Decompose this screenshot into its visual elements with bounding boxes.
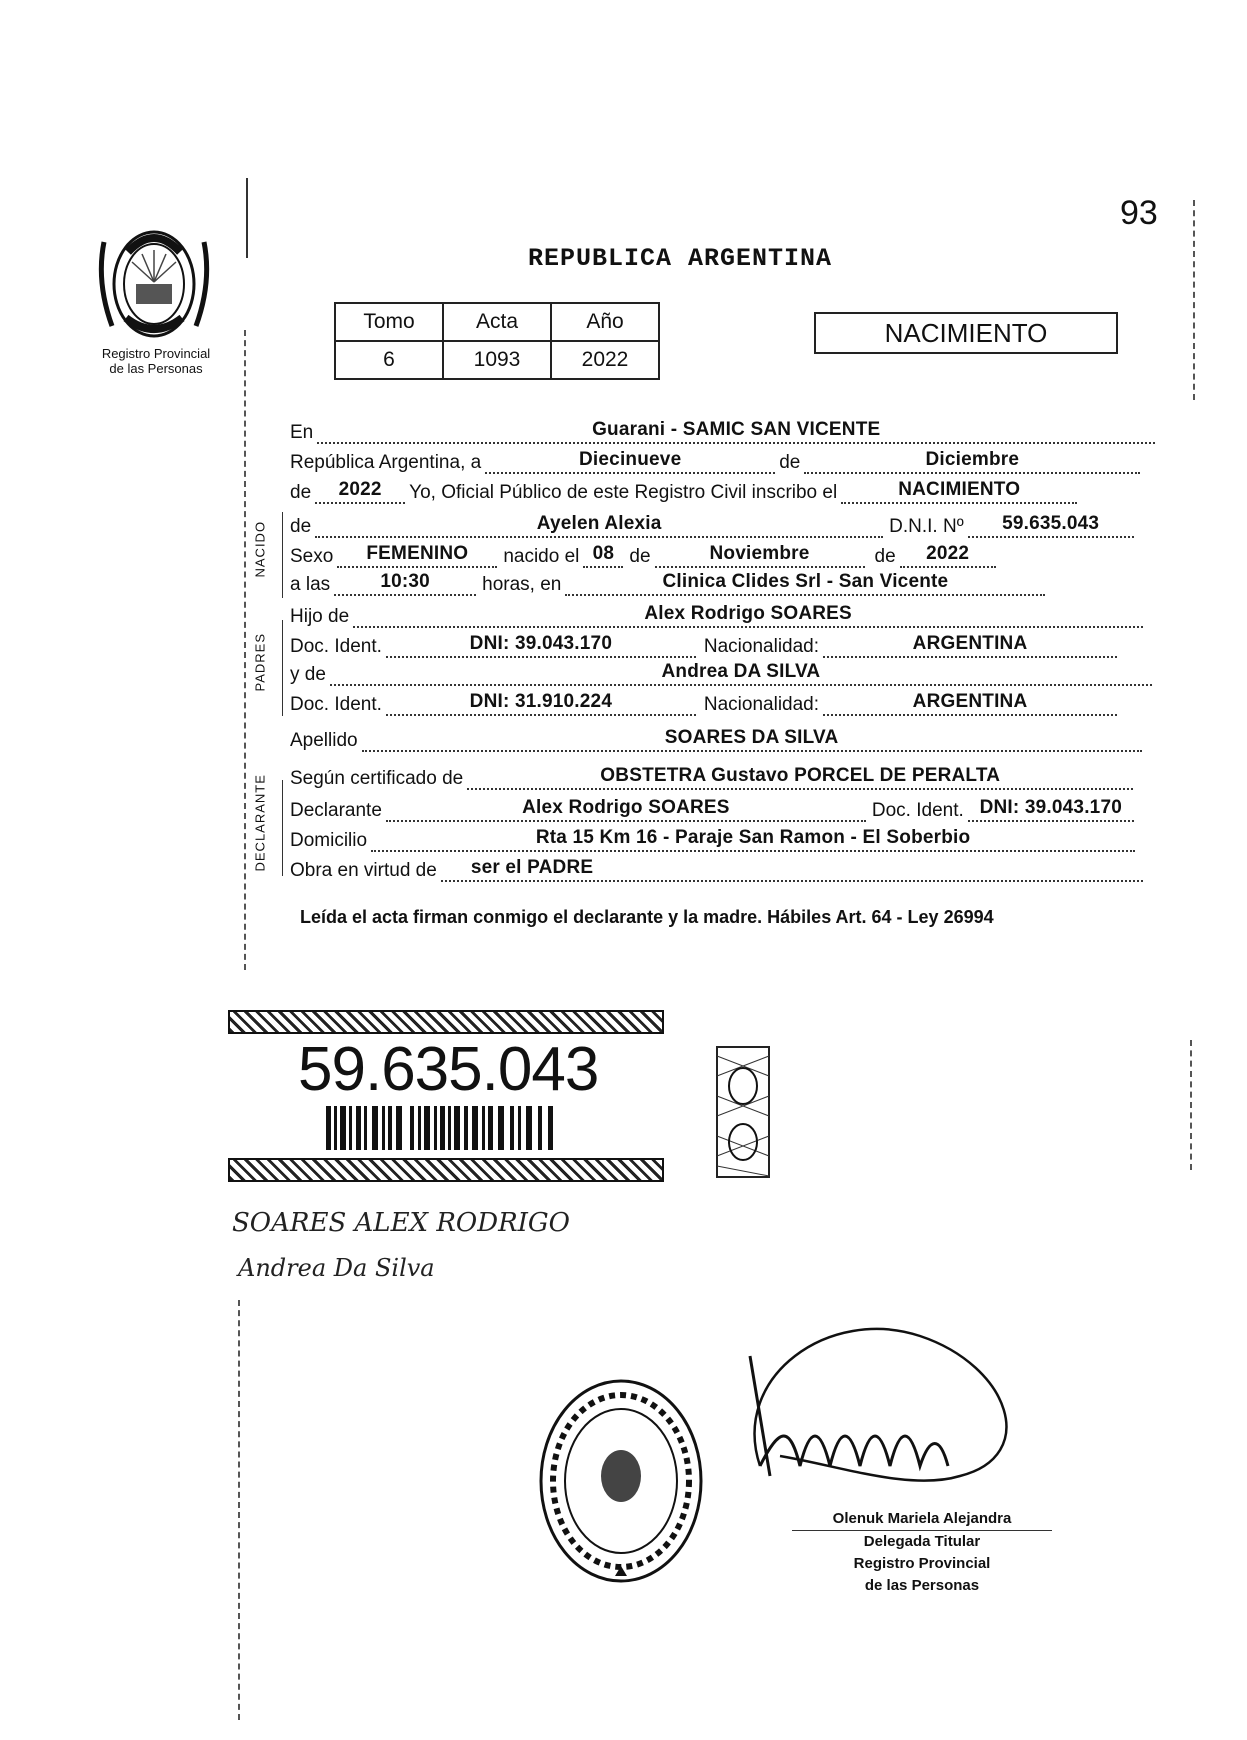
margin-line [1193,200,1195,400]
page-number: 93 [1120,194,1158,232]
form-row-certificado [290,760,1133,790]
section-bracket [282,780,283,876]
field-value: FEMENINO [337,540,497,568]
field-label: Doc. Ident. [290,694,382,715]
form-body [290,0,1170,1000]
field-label: Apellido [290,730,358,751]
field-value: 2022 [315,476,405,504]
field-value: DNI: 39.043.170 [968,794,1134,822]
form-row-hora [290,566,1045,596]
field-value: DNI: 39.043.170 [386,630,696,658]
field-label: Declarante [290,800,382,821]
field-label: Nacionalidad: [703,694,820,715]
form-row-padre-doc [290,628,1117,658]
table-cell: 2022 [551,341,659,379]
field-label: de [290,516,312,537]
field-value: Rta 15 Km 16 - Paraje San Ramon - El Soberbio [371,824,1135,852]
page-title: REPUBLICA ARGENTINA [528,244,833,273]
form-row-madre-doc [290,686,1117,716]
field-value: SOARES DA SILVA [362,724,1142,752]
margin-line [244,330,246,970]
field-label: Domicilio [290,830,368,851]
field-value: Ayelen Alexia [315,510,883,538]
field-label: Hijo de [290,606,350,627]
table-header: Acta [443,303,551,341]
label-border [228,1010,664,1034]
form-row-inscripcion [290,474,1077,504]
handwritten-name: SOARES ALEX RODRIGO [232,1208,570,1238]
province-crest-icon [92,222,216,342]
field-label: de [779,452,801,473]
field-value: Alex Rodrigo SOARES [386,794,866,822]
field-label: Yo, Oficial Público de este Registro Civil inscribo el [409,482,838,503]
field-label: Doc. Ident. [290,636,382,657]
field-value: Andrea DA SILVA [330,658,1152,686]
official-block [792,1508,1052,1597]
form-row-declarante [290,792,1134,822]
margin-line [1190,1040,1192,1170]
field-label: República Argentina, a [290,452,482,473]
field-value: 08 [583,540,623,568]
field-label: Sexo [290,546,334,567]
official-title: de las Personas [864,1577,980,1594]
section-label-padres: PADRES [252,633,268,692]
field-value: Clinica Clides Srl - San Vicente [565,568,1045,596]
field-label: Doc. Ident. [871,800,964,821]
field-label: Obra en virtud de [290,860,437,881]
official-title: Delegada Titular [863,1533,981,1550]
official-title: Registro Provincial [853,1555,991,1572]
field-value: Guarani - SAMIC SAN VICENTE [317,416,1155,444]
official-stamp-icon [536,1376,706,1586]
form-row-padre [290,598,1143,628]
form-row-fecha [290,444,1140,474]
field-label: horas, en [482,574,562,595]
table-header: Año [551,303,659,341]
official-name: Olenuk Mariela Alejandra [792,1508,1052,1531]
section-bracket [282,620,283,716]
field-label: Según certificado de [290,768,464,789]
field-label: y de [290,664,326,685]
form-row-obra [290,852,1143,882]
label-border [228,1158,664,1182]
section-bracket [282,512,283,598]
field-value: 10:30 [334,568,476,596]
field-value: OBSTETRA Gustavo PORCEL DE PERALTA [467,762,1133,790]
barcode-icon [326,1106,566,1150]
field-label: a las [290,574,331,595]
form-row-domicilio [290,822,1135,852]
section-label-nacido: NACIDO [252,520,268,578]
security-seal-icon [716,1046,770,1178]
section-label-declarante: DECLARANTE [252,774,268,872]
margin-line [238,1300,240,1720]
dni-label-number: 59.635.043 [298,1035,599,1104]
field-value: Diciembre [804,446,1140,474]
form-row-madre [290,656,1152,686]
field-value: ser el PADRE [441,854,1143,882]
field-label: D.N.I. Nº [889,516,964,537]
official-signature [720,1316,1040,1516]
field-value: ARGENTINA [823,630,1117,658]
field-value: ARGENTINA [823,688,1117,716]
field-label: de [290,482,312,503]
legal-text: Leída el acta firman conmigo el declarante y la madre. Hábiles Art. 64 - Ley 26994 [300,907,994,927]
field-value: Diecinueve [485,446,775,474]
table-cell: 6 [335,341,443,379]
field-value: DNI: 31.910.224 [386,688,696,716]
form-row-apellido [290,722,1142,752]
table-header: Tomo [335,303,443,341]
registry-name: Registro Provincial de las Personas [101,346,211,376]
form-row-lugar [290,414,1155,444]
field-label: En [290,422,314,443]
form-row-nombre [290,508,1134,538]
handwritten-name: Andrea Da Silva [238,1254,435,1282]
field-value: Alex Rodrigo SOARES [353,600,1143,628]
field-label: de [874,546,896,567]
form-row-sexo [290,538,996,568]
field-value: NACIMIENTO [841,476,1077,504]
field-label: nacido el [503,546,580,567]
field-label: Nacionalidad: [703,636,820,657]
record-type-box: NACIMIENTO [814,312,1118,354]
field-label: de [629,546,651,567]
field-value: 59.635.043 [968,510,1134,538]
margin-line [246,178,248,258]
table-cell: 1093 [443,341,551,379]
field-value: Noviembre [655,540,865,568]
field-value: 2022 [900,540,996,568]
